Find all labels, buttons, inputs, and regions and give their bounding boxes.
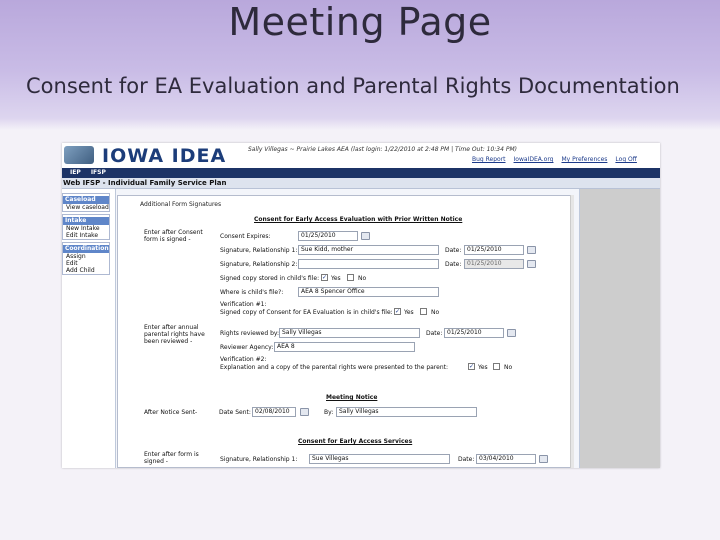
- log-off-link[interactable]: Log Off: [615, 156, 637, 163]
- form-legend: Additional Form Signatures: [140, 201, 222, 208]
- sidebar-item-add-child[interactable]: Add Child: [63, 267, 109, 274]
- verification1-yes-label: Yes: [404, 309, 414, 316]
- signed-copy-no-checkbox[interactable]: [347, 274, 354, 281]
- verification1-text: Signed copy of Consent for EA Evaluation is in child's file:: [220, 309, 393, 316]
- verification2-no-label: No: [504, 364, 513, 371]
- where-file-label: Where is child's file?:: [220, 289, 284, 296]
- sig1-date-label: Date:: [445, 247, 462, 254]
- page-title: Web IFSP - Individual Family Service Plan: [62, 178, 660, 189]
- form-scrollbar[interactable]: [570, 195, 574, 468]
- right-gutter: [580, 189, 660, 468]
- reviewer-agency-label: Reviewer Agency:: [220, 344, 274, 351]
- section-title-consent-services: Consent for Early Access Services: [298, 438, 413, 445]
- app-logo-text: IOWA IDEA: [102, 145, 227, 167]
- sig2-label: Signature, Relationship 2:: [220, 261, 298, 268]
- rights-reviewed-label: Rights reviewed by:: [220, 330, 280, 337]
- sig-services-date-label: Date:: [458, 456, 475, 463]
- my-preferences-link[interactable]: My Preferences: [561, 156, 608, 163]
- rights-reviewed-input[interactable]: Sally Villegas: [279, 328, 420, 338]
- verification1-no-label: No: [431, 309, 440, 316]
- verification1-label: Verification #1:: [220, 301, 267, 308]
- verification2-label: Verification #2:: [220, 356, 267, 363]
- sig-services-date-input[interactable]: 03/04/2010: [476, 454, 536, 464]
- sidebar-item-edit-intake[interactable]: Edit Intake: [63, 232, 109, 239]
- sidebar-item-view-caseload[interactable]: View caseload: [63, 204, 109, 211]
- slide-subtitle: Consent for EA Evaluation and Parental Rights Documentation: [26, 74, 680, 98]
- signed-copy-no-label: No: [358, 275, 367, 282]
- sidebar-group-caseload: [62, 193, 110, 212]
- sig2-input[interactable]: [298, 259, 439, 269]
- section-title-consent-evaluation: Consent for Early Access Evaluation with Prior Written Notice: [254, 216, 463, 223]
- sig1-label: Signature, Relationship 1:: [220, 247, 298, 254]
- user-session-info: Sally Villegas ~ Prairie Lakes AEA (last login: 1/22/2010 at 2:48 PM | Time Out: 10:34 PM): [248, 146, 517, 153]
- calendar-icon[interactable]: [527, 260, 536, 268]
- sidebar-group-intake: [62, 214, 110, 240]
- reviewer-agency-input[interactable]: AEA 8: [274, 342, 415, 352]
- verification2-text: Explanation and a copy of the parental rights were presented to the parent:: [220, 364, 449, 371]
- calendar-icon[interactable]: [527, 246, 536, 254]
- calendar-icon[interactable]: [507, 329, 516, 337]
- rights-date-input[interactable]: 01/25/2010: [444, 328, 504, 338]
- verification1-yes-checkbox[interactable]: ✓: [395, 308, 401, 315]
- app-header: [62, 143, 660, 168]
- verification1-no-checkbox[interactable]: [420, 308, 427, 315]
- signed-copy-yes-checkbox[interactable]: ✓: [322, 274, 328, 281]
- iowa-idea-logo-icon: [64, 146, 94, 164]
- tab-ifsp[interactable]: IFSP: [90, 169, 106, 176]
- sidebar-item-new-intake[interactable]: New Intake: [63, 225, 109, 232]
- calendar-icon[interactable]: [539, 455, 548, 463]
- consent-expires-input[interactable]: 01/25/2010: [298, 231, 358, 241]
- enter-after-annual-note: Enter after annual parental rights have been reviewed -: [144, 324, 205, 345]
- by-input[interactable]: Sally Villegas: [336, 407, 477, 417]
- enter-after-form-note: Enter after form is signed -: [144, 451, 199, 465]
- sig2-date-label: Date:: [445, 261, 462, 268]
- rights-date-label: Date:: [426, 330, 443, 337]
- section-title-meeting-notice: Meeting Notice: [326, 394, 378, 401]
- sidebar: [62, 193, 110, 277]
- sidebar-heading-caseload: Caseload: [63, 196, 109, 204]
- where-file-input[interactable]: AEA 8 Spencer Office: [298, 287, 439, 297]
- verification2-yes-label: Yes: [478, 364, 488, 371]
- sidebar-heading-intake: Intake: [63, 217, 109, 225]
- sidebar-item-assign[interactable]: Assign: [63, 253, 109, 260]
- signed-copy-label: Signed copy stored in child's file:: [220, 275, 320, 282]
- sidebar-heading-coordination: Coordination: [65, 245, 109, 252]
- calendar-icon[interactable]: [300, 408, 309, 416]
- verification2-no-checkbox[interactable]: [493, 363, 500, 370]
- date-sent-input[interactable]: 02/08/2010: [252, 407, 296, 417]
- sig1-input[interactable]: Sue Kidd, mother: [298, 245, 439, 255]
- consent-expires-label: Consent Expires:: [220, 233, 271, 240]
- enter-after-consent-note: Enter after Consent form is signed -: [144, 229, 203, 243]
- sig1-date-input[interactable]: 01/25/2010: [464, 245, 524, 255]
- date-sent-label: Date Sent:: [219, 409, 251, 416]
- sig-services-label: Signature, Relationship 1:: [220, 456, 298, 463]
- sig-services-input[interactable]: Sue Villegas: [309, 454, 450, 464]
- bug-report-link[interactable]: Bug Report: [472, 156, 506, 163]
- header-links: [472, 156, 637, 163]
- sig2-date-input[interactable]: 01/25/2010: [464, 259, 524, 269]
- slide-title: Meeting Page: [228, 0, 492, 44]
- nav-bar: [62, 168, 660, 178]
- app-screenshot: [62, 143, 660, 468]
- by-label: By:: [324, 409, 334, 416]
- after-notice-note: After Notice Sent-: [144, 409, 198, 416]
- sidebar-item-edit[interactable]: Edit: [63, 260, 109, 267]
- signed-copy-yes-label: Yes: [331, 275, 341, 282]
- calendar-icon[interactable]: [361, 232, 370, 240]
- iowaidea-link[interactable]: IowaIDEA.org: [513, 156, 554, 163]
- tab-iep[interactable]: IEP: [70, 169, 81, 176]
- sidebar-group-coordination: [62, 242, 110, 275]
- verification2-yes-checkbox[interactable]: ✓: [469, 363, 475, 370]
